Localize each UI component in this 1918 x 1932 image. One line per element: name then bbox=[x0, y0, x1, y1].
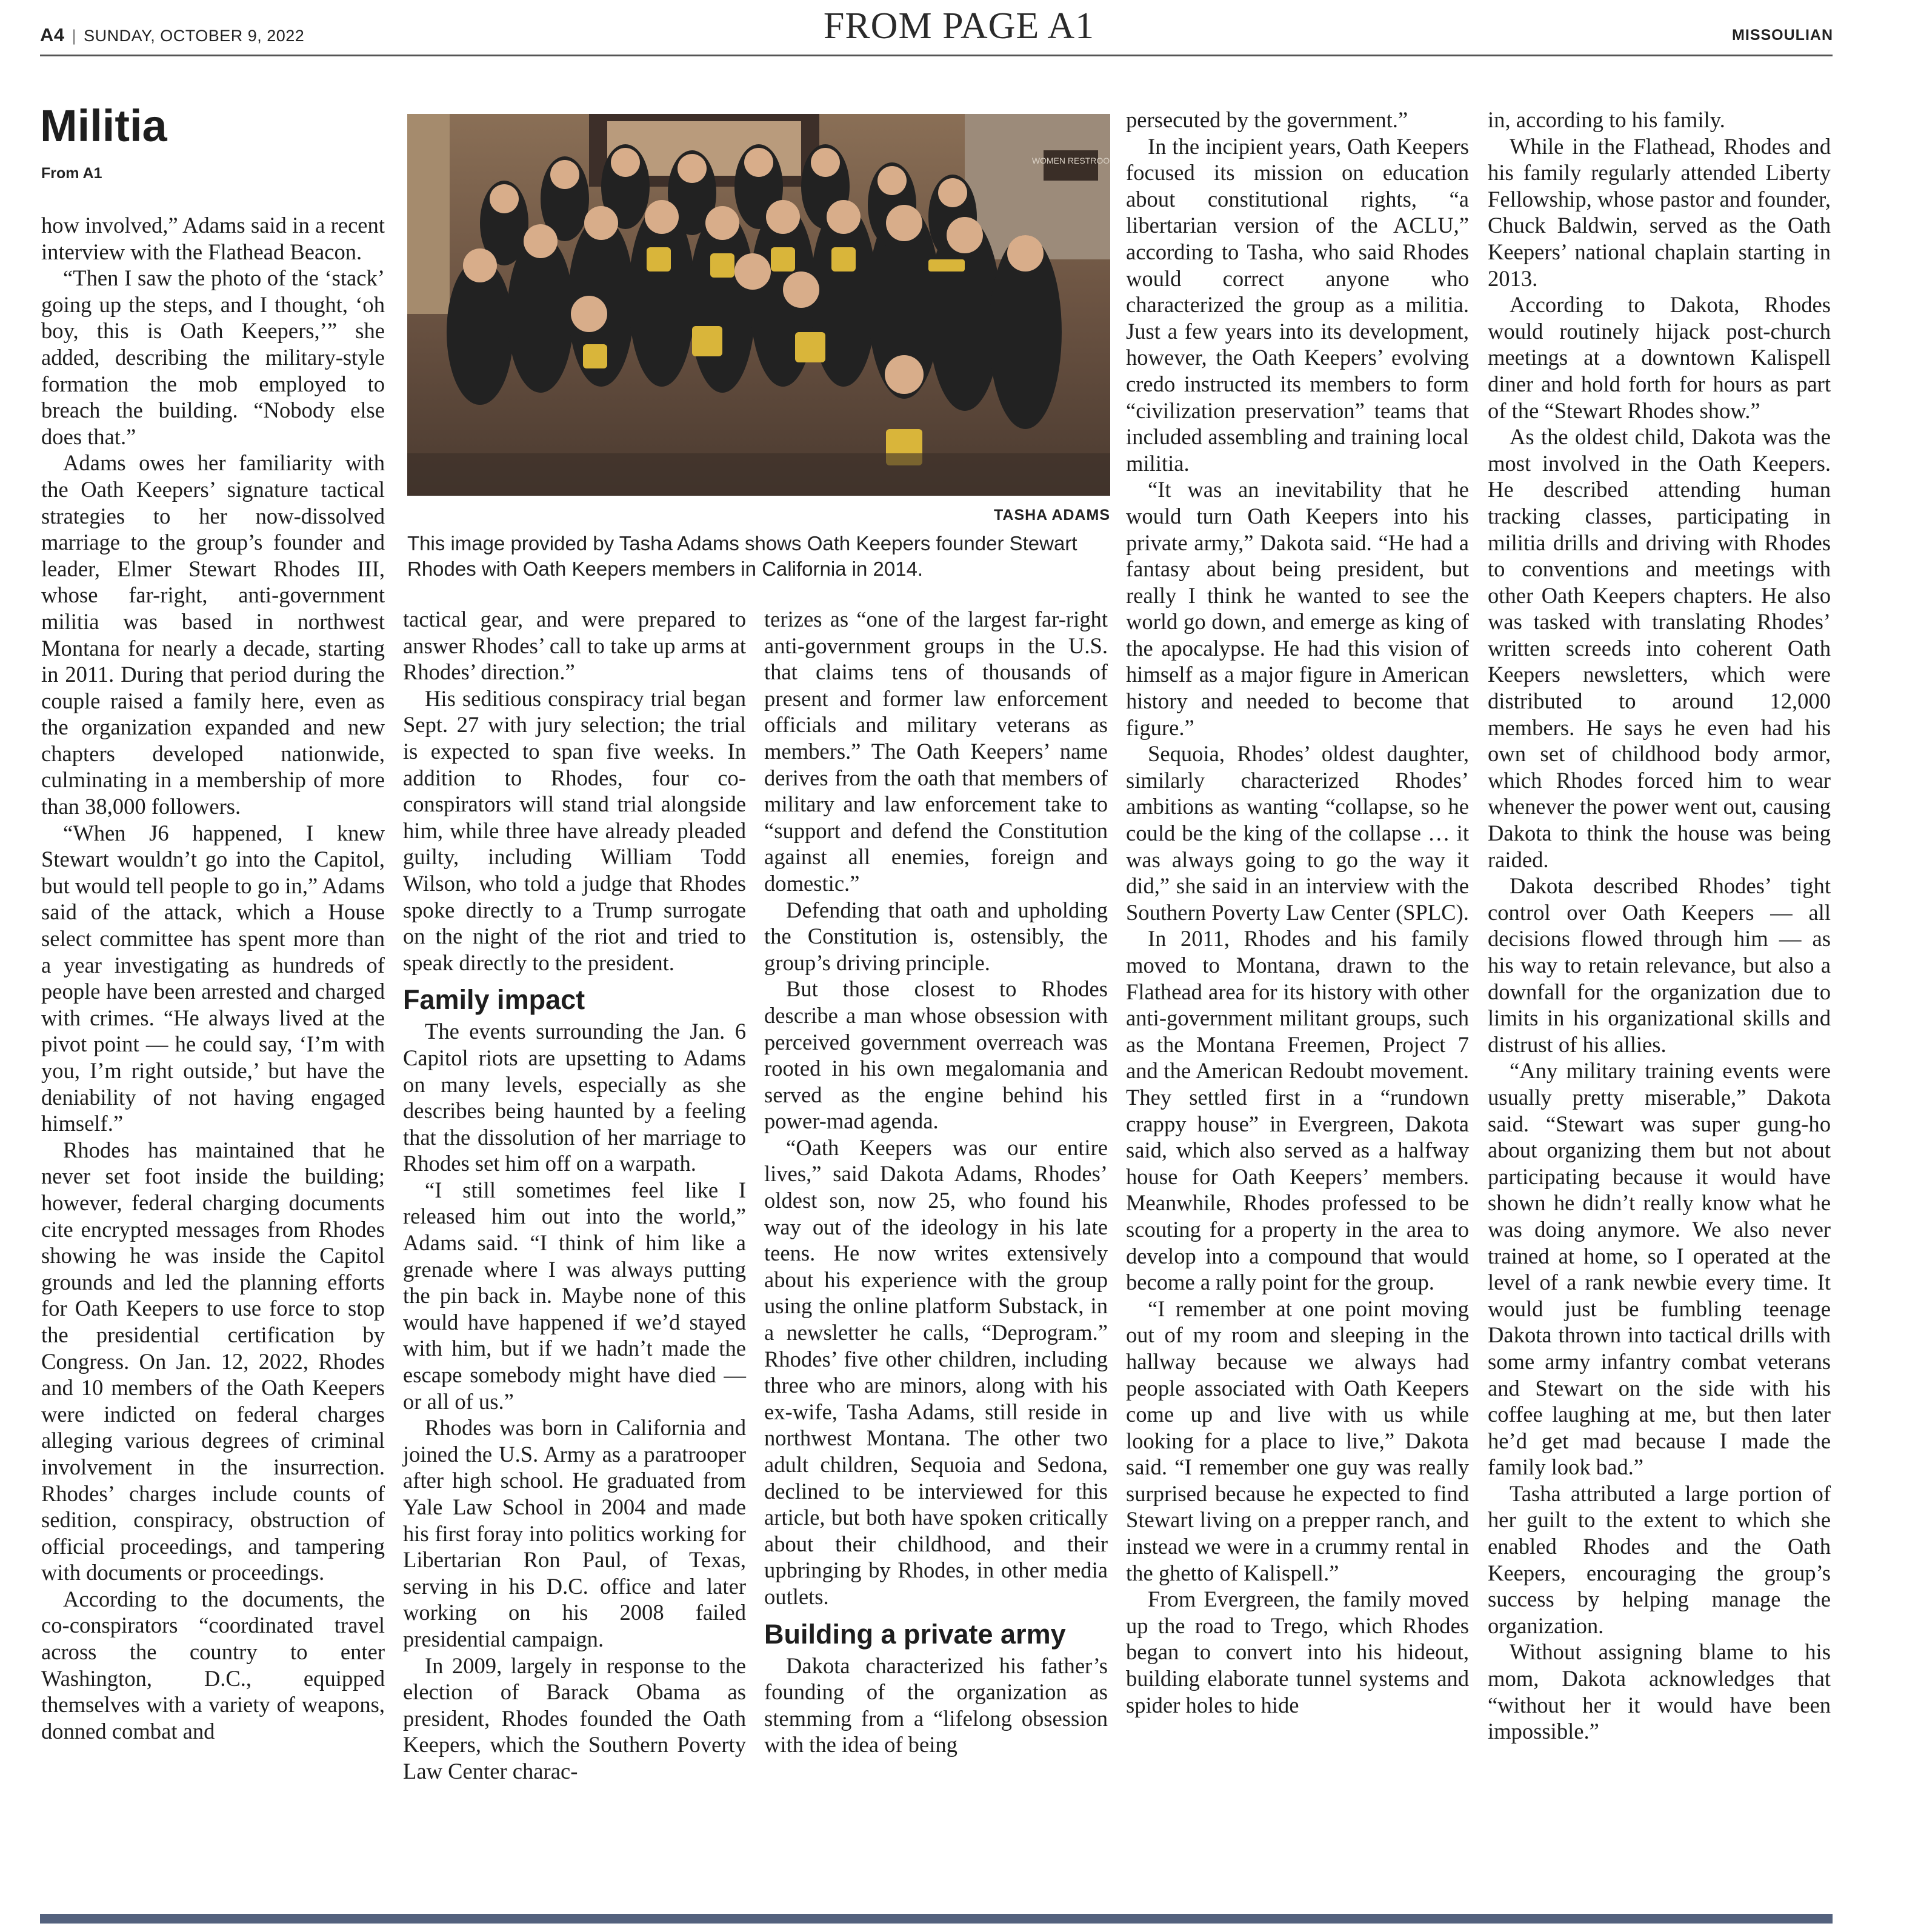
article-column-5 bbox=[1488, 107, 1831, 1745]
article-column-3 bbox=[764, 606, 1108, 1758]
article-paragraph: Defending that oath and upholding the Constitution is, ostensibly, the group’s driving principle. bbox=[764, 897, 1108, 975]
section-subhead: Building a private army bbox=[764, 1618, 1066, 1650]
article-paragraph: terizes as “one of the largest far-right anti-government groups in the U.S. that claims tens of thousands of present and former law enforcement officials and military veterans as members.” The Oath Keepers’ name derives from the oath that members of military and law enforcement take to “support and defend the Constitution against all enemies, foreign and domestic.” bbox=[764, 607, 1108, 896]
article-photo bbox=[407, 114, 1110, 496]
article-paragraph: Dakota characterized his father’s founding of the organization as stemming from a “lifelong obsession with the idea of being bbox=[764, 1653, 1108, 1757]
article-paragraph: Sequoia, Rhodes’ oldest daughter, similarly characterized Rhodes’ ambitions as wanting “collapse, so he could be the king of the collapse … it was always going to go the way it did,” she said in an interview with the Southern Poverty Law Center (SPLC). bbox=[1126, 741, 1469, 925]
article-paragraph: Dakota described Rhodes’ tight control over Oath Keepers — all decisions flowed through him — as his way to retain relevance, but also a downfall for the organization due to limits in his organizational skills and distrust of his allies. bbox=[1488, 873, 1831, 1057]
article-paragraph: While in the Flathead, Rhodes and his family regularly attended Liberty Fellowship, whose pastor and founder, Chuck Baldwin, served as the Oath Keepers’ national chaplain starting in 2013. bbox=[1488, 133, 1831, 291]
article-paragraph: The events surrounding the Jan. 6 Capitol riots are upsetting to Adams on many levels, especially as she describes being haunted by a feeling that the dissolution of her marriage to Rhodes set him off on a warpath. bbox=[403, 1019, 746, 1176]
article-paragraph: “When J6 happened, I knew Stewart wouldn’t go into the Capitol, but would tell people to go in,” Adams said of the attack, which a House select committee has spent more than a year investigating as hundreds of people have been arrested and charged with crimes. “He always lived at the pivot point — he could say, ‘I’m with you, I’m right outside,’ but have the deniability of not having engaged himself.” bbox=[41, 820, 385, 1136]
restroom-sign-text: WOMEN RESTROO bbox=[1031, 156, 1110, 165]
article-paragraph: “I remember at one point moving out of my room and sleeping in the hallway because we always had people associated with Oath Keepers come up and live with us while looking for a place to live,” Dakota said. “I remember one guy was really surprised because he expected to find Stewart living on a prepper ranch, and instead we were in a crummy rental in the ghetto of Kalispell.” bbox=[1126, 1296, 1469, 1585]
group-photo-illustration bbox=[407, 114, 1110, 496]
article-paragraph: “Then I saw the photo of the ‘stack’ going up the steps, and I thought, ‘oh boy, this is Oath Keepers,’” she added, describing the military-style formation the mob employed to breach the building. “Nobody else does that.” bbox=[41, 265, 385, 449]
publication-name: MISSOULIAN bbox=[1732, 27, 1833, 44]
article-column-1 bbox=[41, 212, 385, 1744]
article-paragraph: In the incipient years, Oath Keepers focused its mission on education about constitutional rights, “a libertarian version of the ACLU,” according to Tasha, who said Rhodes would correct anyone who characterized the group as a militia. Just a few years into its development, however, the Oath Keepers’ evolving credo instructed its members to form “civilization preservation” teams that included assembling and training local militia. bbox=[1126, 133, 1469, 476]
article-paragraph: tactical gear, and were prepared to answer Rhodes’ call to take up arms at Rhodes’ direction.” bbox=[403, 607, 746, 685]
article-paragraph: in, according to his family. bbox=[1488, 107, 1725, 132]
footer-rule bbox=[40, 1914, 1833, 1924]
article-paragraph: Rhodes was born in California and joined the U.S. Army as a paratrooper after high school. He graduated from Yale Law School in 2004 and made his first foray into politics working for Libertarian Ron Paul, of Texas, serving in his D.C. office and later working on his 2008 failed presidential campaign. bbox=[403, 1415, 746, 1651]
issue-date: SUNDAY, OCTOBER 9, 2022 bbox=[84, 27, 305, 45]
article-paragraph: “I still sometimes feel like I released him out into the world,” Adams said. “I think of him like a grenade where I was always putting the pin back in. Maybe none of this would have happened if we’d stayed with him, but if we hadn’t made the escape somebody might have died — or all of us.” bbox=[403, 1177, 746, 1414]
header-rule bbox=[40, 55, 1833, 56]
article-column-2 bbox=[403, 606, 746, 1785]
article-paragraph: “Oath Keepers was our entire lives,” said Dakota Adams, Rhodes’ oldest son, now 25, who found his way out of the ideology in his late teens. He now writes extensively about his experience with the group using the online platform Substack, in a newsletter he calls, “Deprogram.” Rhodes’ five other children, including three who are minors, along with his ex-wife, Tasha Adams, still reside in northwest Montana. The other two adult children, Sequoia and Sedona, declined to be interviewed for this article, but both have spoken critically about their childhood, and their upbringing by Rhodes, in other media outlets. bbox=[764, 1134, 1108, 1609]
article-paragraph: In 2009, largely in response to the election of Barack Obama as president, Rhodes founded the Oath Keepers, which the Southern Poverty Law Center charac- bbox=[403, 1653, 746, 1784]
section-subhead: Family impact bbox=[403, 984, 585, 1016]
article-paragraph: Rhodes has maintained that he never set foot inside the building; however, federal charging documents cite encrypted messages from Rhodes showing he was inside the Capitol grounds and led the planning efforts for Oath Keepers to use force to stop the presidential certification by Congress. On Jan. 12, 2022, Rhodes and 10 members of the Oath Keepers were indicted on federal charges alleging various degrees of criminal involvement in the insurrection. Rhodes’ charges include counts of sedition, conspiracy, obstruction of official proceedings, and tampering with documents or proceedings. bbox=[41, 1137, 385, 1585]
article-paragraph: According to Dakota, Rhodes would routinely hijack post-church meetings at a downtown Kalispell diner and hold forth for hours as part of the “Stewart Rhodes show.” bbox=[1488, 292, 1831, 423]
article-paragraph: Tasha attributed a large portion of her guilt to the extent to which she enabled Rhodes and the Oath Keepers, encouraging the group’s success by helping manage the organization. bbox=[1488, 1481, 1831, 1638]
jump-label: From A1 bbox=[41, 165, 102, 182]
article-paragraph: From Evergreen, the family moved up the road to Trego, which Rhodes began to convert into his hideout, building elaborate tunnel systems and spider holes to hide bbox=[1126, 1587, 1469, 1717]
article-paragraph: Adams owes her familiarity with the Oath Keepers’ signature tactical strategies to her now-dissolved marriage to the group’s founder and leader, Elmer Stewart Rhodes III, whose far-right, anti-government militia was based in northwest Montana for nearly a decade, starting in 2011. During that period during the couple raised a family here, even as the organization expanded and new chapters developed nationwide, culminating in a membership of more than 38,000 followers. bbox=[41, 450, 385, 819]
article-paragraph: In 2011, Rhodes and his family moved to Montana, drawn to the Flathead area for its history with other anti-government militant groups, such as the Montana Freemen, Project 7 and the American Redoubt movement. They settled first in a “rundown crappy house” in Evergreen, Dakota said, which also served as a halfway house for Oath Keepers’ members. Meanwhile, Rhodes professed to be scouting for a property in the area to develop into a compound that would become a rally point for the group. bbox=[1126, 926, 1469, 1295]
page-number: A4 bbox=[40, 24, 65, 45]
photo-credit: TASHA ADAMS bbox=[993, 507, 1110, 524]
article-paragraph: According to the documents, the co-conspirators “coordinated travel across the country to enter Washington, D.C., equipped themselves with a variety of weapons, donned combat and bbox=[41, 1586, 385, 1744]
article-paragraph: how involved,” Adams said in a recent interview with the Flathead Beacon. bbox=[41, 213, 385, 264]
article-headline: Militia bbox=[40, 101, 167, 151]
article-paragraph: As the oldest child, Dakota was the most involved in the Oath Keepers. He described attending human tracking classes, participating in militia drills and driving with Rhodes to conventions and meetings with other Oath Keepers chapters. He also was tasked with translating Rhodes’ written screeds into coherent Oath Keepers newsletters, which were distributed to around 12,000 members. He says he even had his own set of childhood body armor, which Rhodes forced him to wear whenever the power went out, causing Dakota to think the house was being raided. bbox=[1488, 424, 1831, 872]
article-paragraph: But those closest to Rhodes describe a man whose obsession with perceived government overreach was rooted in his own megalomania and served as the engine behind his power-mad agenda. bbox=[764, 976, 1108, 1134]
section-title: FROM PAGE A1 bbox=[823, 5, 1095, 47]
article-column-4 bbox=[1126, 107, 1469, 1718]
article-paragraph: His seditious conspiracy trial began Sept. 27 with jury selection; the trial is expected to span five weeks. In addition to Rhodes, four co-conspirators will stand trial alongside him, while three have already pleaded guilty, including William Todd Wilson, who told a judge that Rhodes spoke directly to a Trump surrogate on the night of the riot and tried to speak directly to the president. bbox=[403, 685, 746, 975]
article-paragraph: persecuted by the government.” bbox=[1126, 107, 1408, 132]
folio-separator: | bbox=[72, 27, 77, 45]
photo-caption: This image provided by Tasha Adams shows Oath Keepers founder Stewart Rhodes with Oath Keepers members in California in 2014. bbox=[407, 532, 1077, 580]
article-paragraph: “Any military training events were usually pretty miserable,” Dakota said. “Stewart was super gung-ho about organizing them but not about participating because it would have shown he didn’t really know what he was doing anymore. We also never trained at home, so I operated at the level of a rank newbie every time. It would just be fumbling teenage Dakota thrown into tactical drills with some army infantry combat veterans and Stewart on the side with his coffee laughing at me, but then later he’d get mad because I made the family look bad.” bbox=[1488, 1058, 1831, 1480]
article-paragraph: Without assigning blame to his mom, Dakota acknowledges that “without her it would have been impossible.” bbox=[1488, 1639, 1831, 1744]
article-paragraph: “It was an inevitability that he would turn Oath Keepers into his private army,” Dakota said. “He had a fantasy about being president, but really I think he wanted to see the world go down, and emerge as king of the apocalypse. He had this vision of himself as a major figure in American history and needed to become that figure.” bbox=[1126, 477, 1469, 740]
